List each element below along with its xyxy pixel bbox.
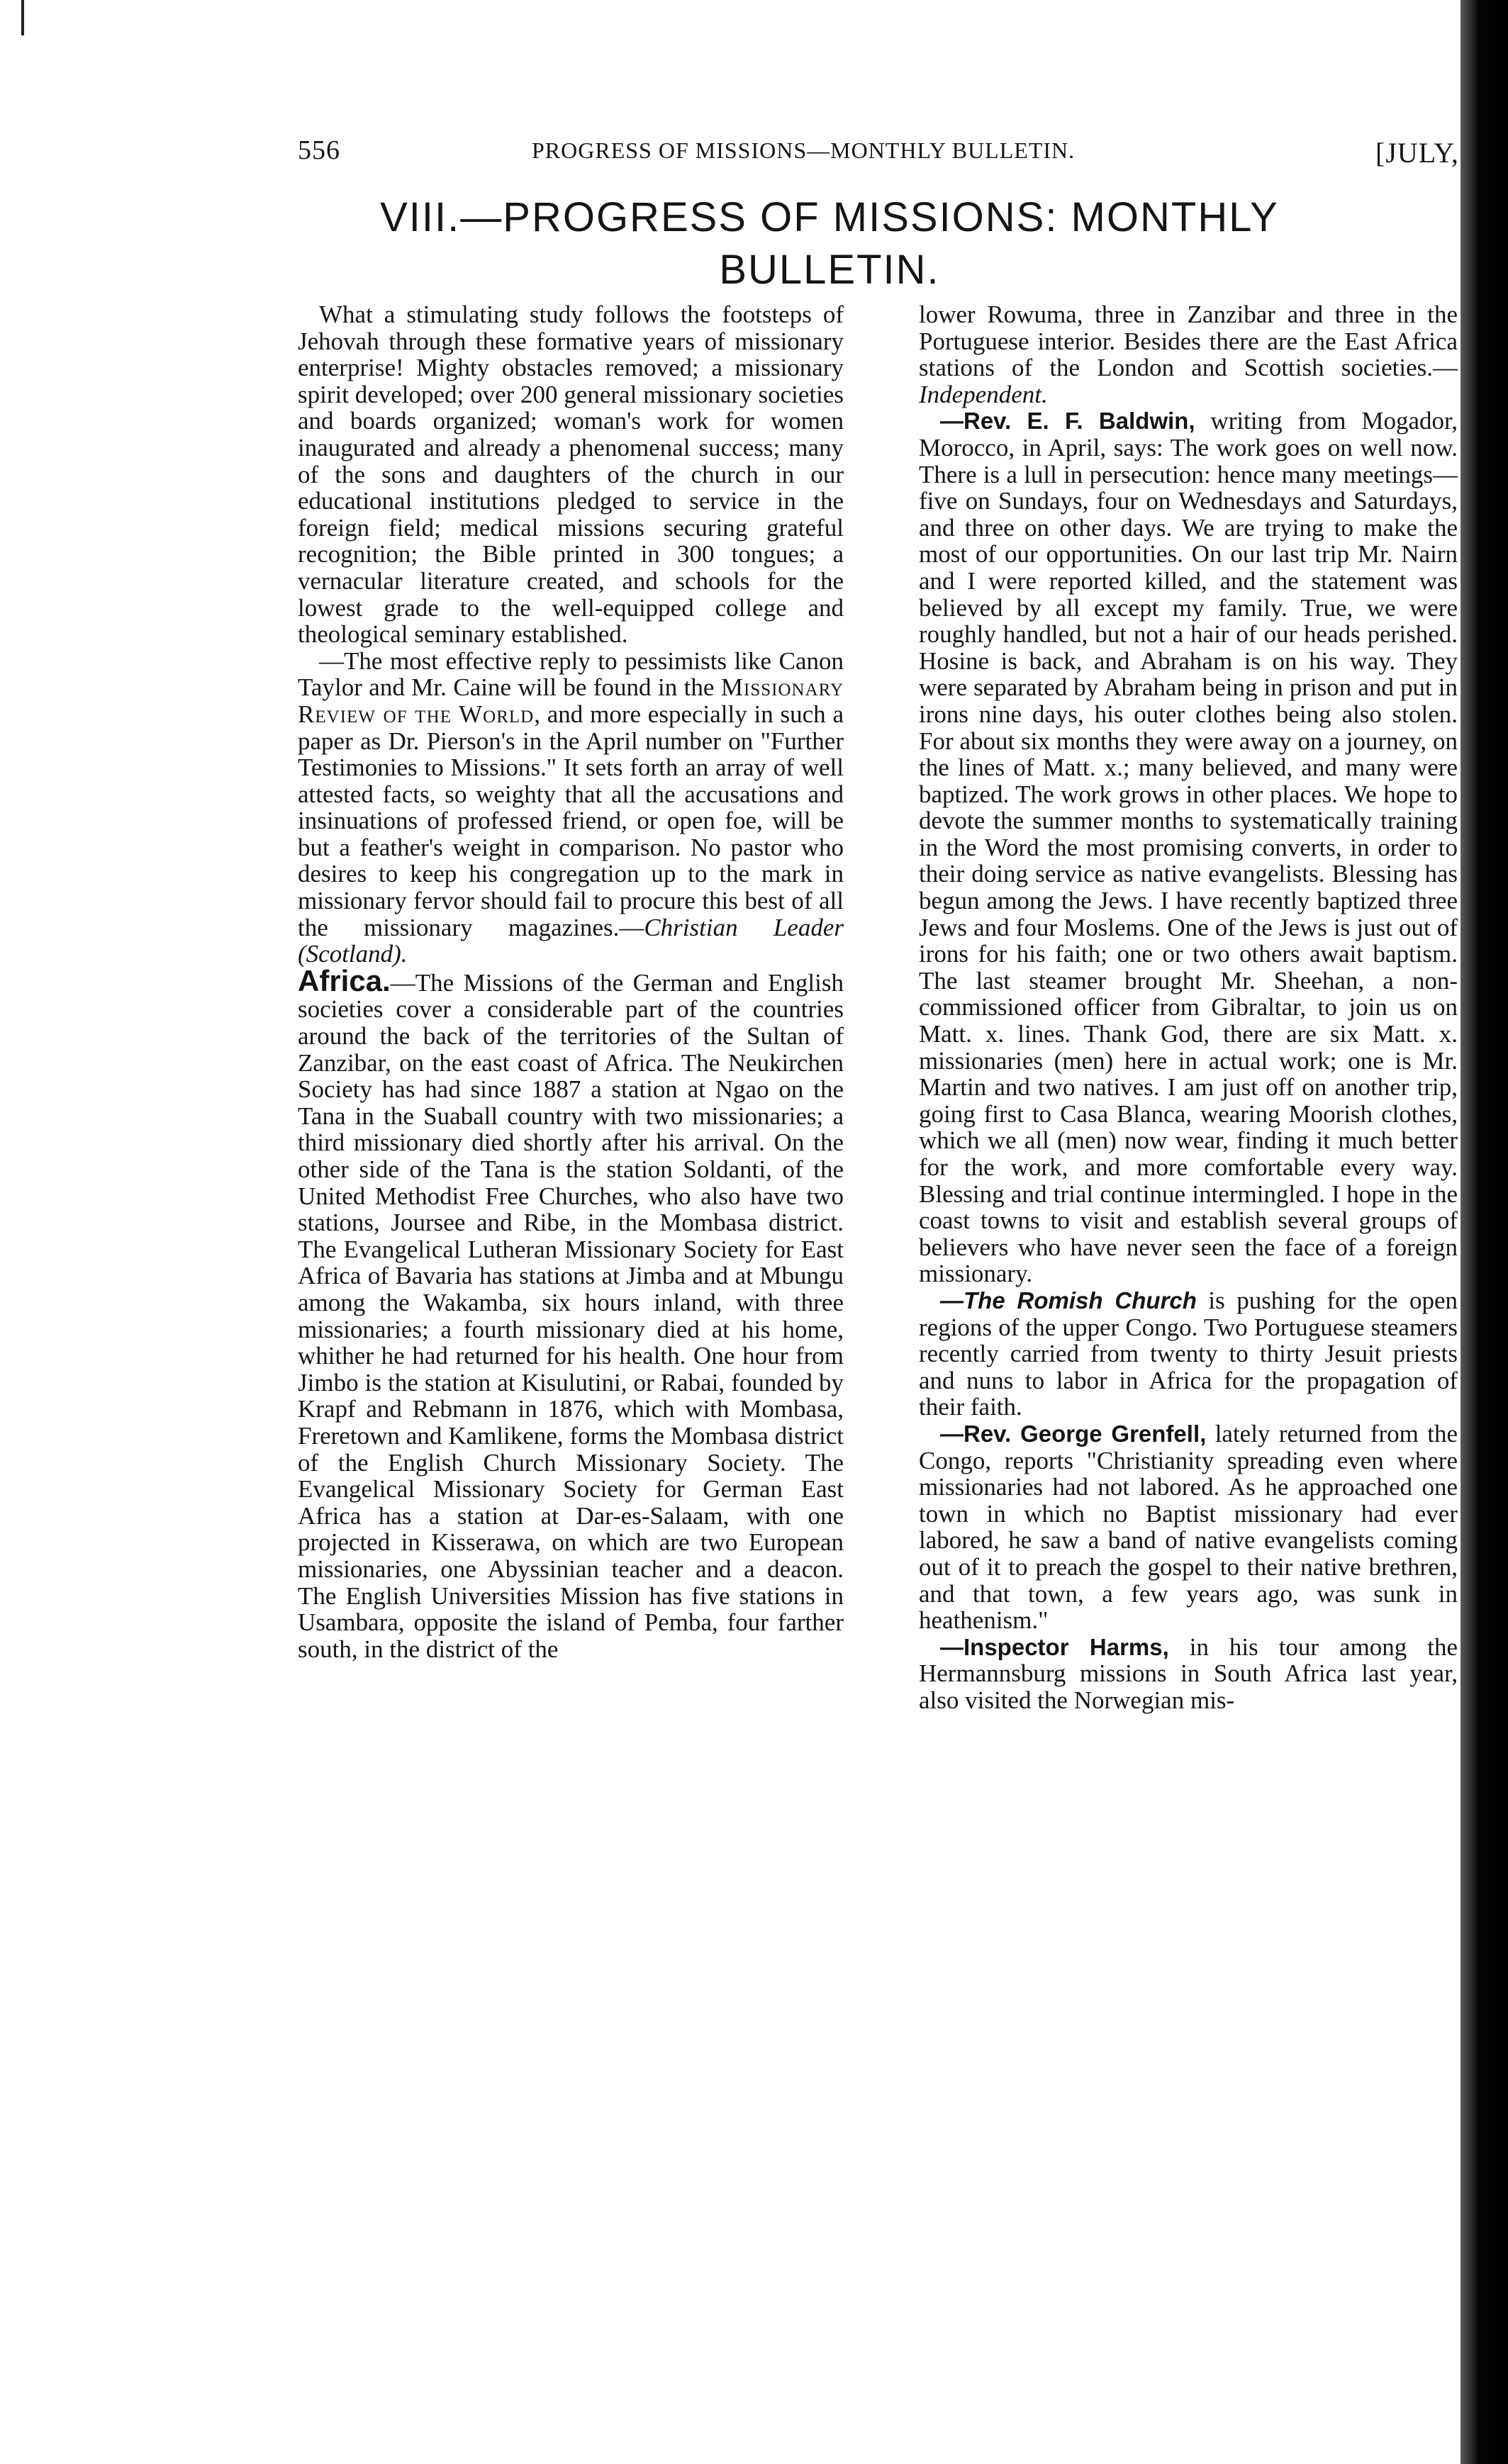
paragraph-africa: [298, 963, 844, 1663]
section-title-line-2: BULLETIN.: [719, 247, 940, 293]
pessimists-lead: —The most effective reply to pessimists like Canon Taylor and Mr. Caine will be found in the: [298, 646, 844, 702]
east-africa-body: lower Rowuma, three in Zanzibar and three in the Portuguese interior. Besides there are the East Africa stations of the London and Scottish societies.—: [919, 301, 1458, 382]
romish-heading: —The Romish Church: [940, 1287, 1197, 1314]
romish-body: is pushing for the open regions of the upper Congo. Two Portuguese steamers recently carried from twenty to thirty Jesuit priests and nuns to labor in Africa for the propagation of their faith.: [919, 1286, 1458, 1421]
section-title-line-1: VIII.—PROGRESS OF MISSIONS: MONTHLY: [380, 194, 1279, 240]
grenfell-body: lately returned from the Congo, reports "Christianity spreading even where missionaries had not labored. As he approached one town in which no Baptist missionary had ever labored, he saw a band of native evangelists coming out of it to preach the gospel to their native brethren, and that town, a few years ago, was sunk in heathenism.": [919, 1419, 1458, 1635]
paragraph-intro: [298, 301, 844, 648]
africa-heading: Africa.: [298, 963, 391, 997]
baldwin-body: writing from Mogador, Morocco, in April, says: The work goes on well now. There is a lull in persecution: hence many meetings—five on Sundays, four on Wednesdays and Saturdays, and three on other days. We are trying to make the most of our opportunities. On our last trip Mr. Nairn and I were reported killed, and the statement was believed by all except my family. True, we were roughly handled, but not a hair of our heads perished. Hosine is back, and Abraham is on his way. They were separated by Abraham being in prison and put in irons nine days, his outer clothes being also stolen. For about six months they were away on a journey, on the lines of Matt. x.; many believed, and many were baptized. The work grows in other places. We hope to devote the summer months to systematically training in the Word the most promising converts, in order to their doing service as native evangelists. Blessing has begun among the Jews. I have recently baptized three Jews and four Moslems. One of the Jews is just out of irons for his faith; one or two others await baptism. The last steamer brought Mr. Sheehan, a non-commissioned officer from Gibraltar, to join us on Matt. x. lines. Thank God, there are six Matt. x. missionaries (men) here in actual work; one is Mr. Martin and two natives. I am just off on another trip, going first to Casa Blanca, wearing Moorish clothes, which we all (men) now wear, finding it much better for the work, and more comfortable every way. Blessing and trial continue intermingled. I hope in the coast towns to visit and establish several groups of believers who have never seen the face of a foreign missionary.: [919, 407, 1458, 1288]
running-month: [JULY,: [1375, 137, 1459, 169]
africa-body: —The Missions of the German and English societies cover a considerable part of the countries around the back of the territories of the Sultan of Zanzibar, on the east coast of Africa. The Neukirchen Society has had since 1887 a station at Ngao on the Tana in the Suaball country with two missionaries; a third missionary died shortly after his arrival. On the other side of the Tana is the station Soldanti, of the United Methodist Free Churches, who also have two stations, Joursee and Ribe, in the Mombasa district. The Evangelical Lutheran Missionary Society for East Africa of Bavaria has stations at Jimba and at Mbungu among the Wakamba, six hours inland, with three missionaries; a fourth missionary died at his home, whither he had returned for his health. One hour from Jimbo is the station at Kisulutini, or Rabai, founded by Krapf and Rebmann in 1876, which with Mombasa, Freretown and Kamlikene, forms the Mombasa district of the English Church Missionary Society. The Evangelical Missionary Society for German East Africa has a station at Dar-es-Salaam, with one projected in Kisserawa, on which are two European missionaries, one Abyssinian teacher and a deacon. The English Universities Mission has five stations in Usambara, opposite the island of Pemba, four farther south, in the district of the: [298, 968, 844, 1663]
harms-body: in his tour among the Hermannsburg missions in South Africa last year, also visited the Norwegian mis-: [919, 1633, 1458, 1714]
pessimists-body: , and more especially in such a paper as Dr. Pierson's in the April number on "Further Testimonies to Missions." It sets forth an array of well attested facts, so weighty that all the accusations and insinuations of professed friend, or open foe, will be but a feather's weight in comparison. No pastor who desires to keep his congregation up to the mark in missionary fervor should fail to procure this best of all the missionary magazines.—: [298, 700, 844, 941]
paragraph-romish-church: [919, 1287, 1458, 1421]
running-title: PROGRESS OF MISSIONS—MONTHLY BULLETIN.: [532, 138, 1076, 163]
right-column: [919, 301, 1458, 1713]
page-number: 556: [298, 135, 340, 165]
pessimists-source: Christian Leader (Scotland).: [298, 913, 844, 968]
paragraph-east-africa-cont: [919, 301, 1458, 408]
review-title: Missionary Review of the World: [298, 673, 844, 728]
section-title: [298, 191, 1361, 296]
left-column: [298, 301, 844, 1662]
paragraph-intro-text: What a stimulating study follows the footsteps of Jehovah through these formative years of missionary enterprise! Mighty obstacles removed; a missionary spirit developed; over 200 general missionary societies and boards organized; woman's work for women inaugurated and already a phenomenal success; many of the sons and daughters of the church in our educational institutions pledged to service in the foreign field; medical missions securing grateful recognition; the Bible printed in 300 tongues; a vernacular literature created, and schools for the lowest grade to the well-equipped college and theological seminary established.: [298, 301, 844, 649]
scan-binding-edge: [1460, 0, 1508, 2464]
paragraph-baldwin: [919, 408, 1458, 1287]
harms-heading: —Inspector Harms,: [940, 1633, 1169, 1660]
paragraph-harms: [919, 1634, 1458, 1714]
grenfell-heading: —Rev. George Grenfell,: [940, 1420, 1207, 1447]
paragraph-pessimists: [298, 648, 844, 968]
paragraph-grenfell: [919, 1421, 1458, 1634]
running-header: [298, 135, 1503, 177]
baldwin-heading: —Rev. E. F. Baldwin,: [940, 408, 1195, 435]
east-africa-source: Independent.: [919, 380, 1048, 408]
scan-mark: [21, 0, 24, 35]
